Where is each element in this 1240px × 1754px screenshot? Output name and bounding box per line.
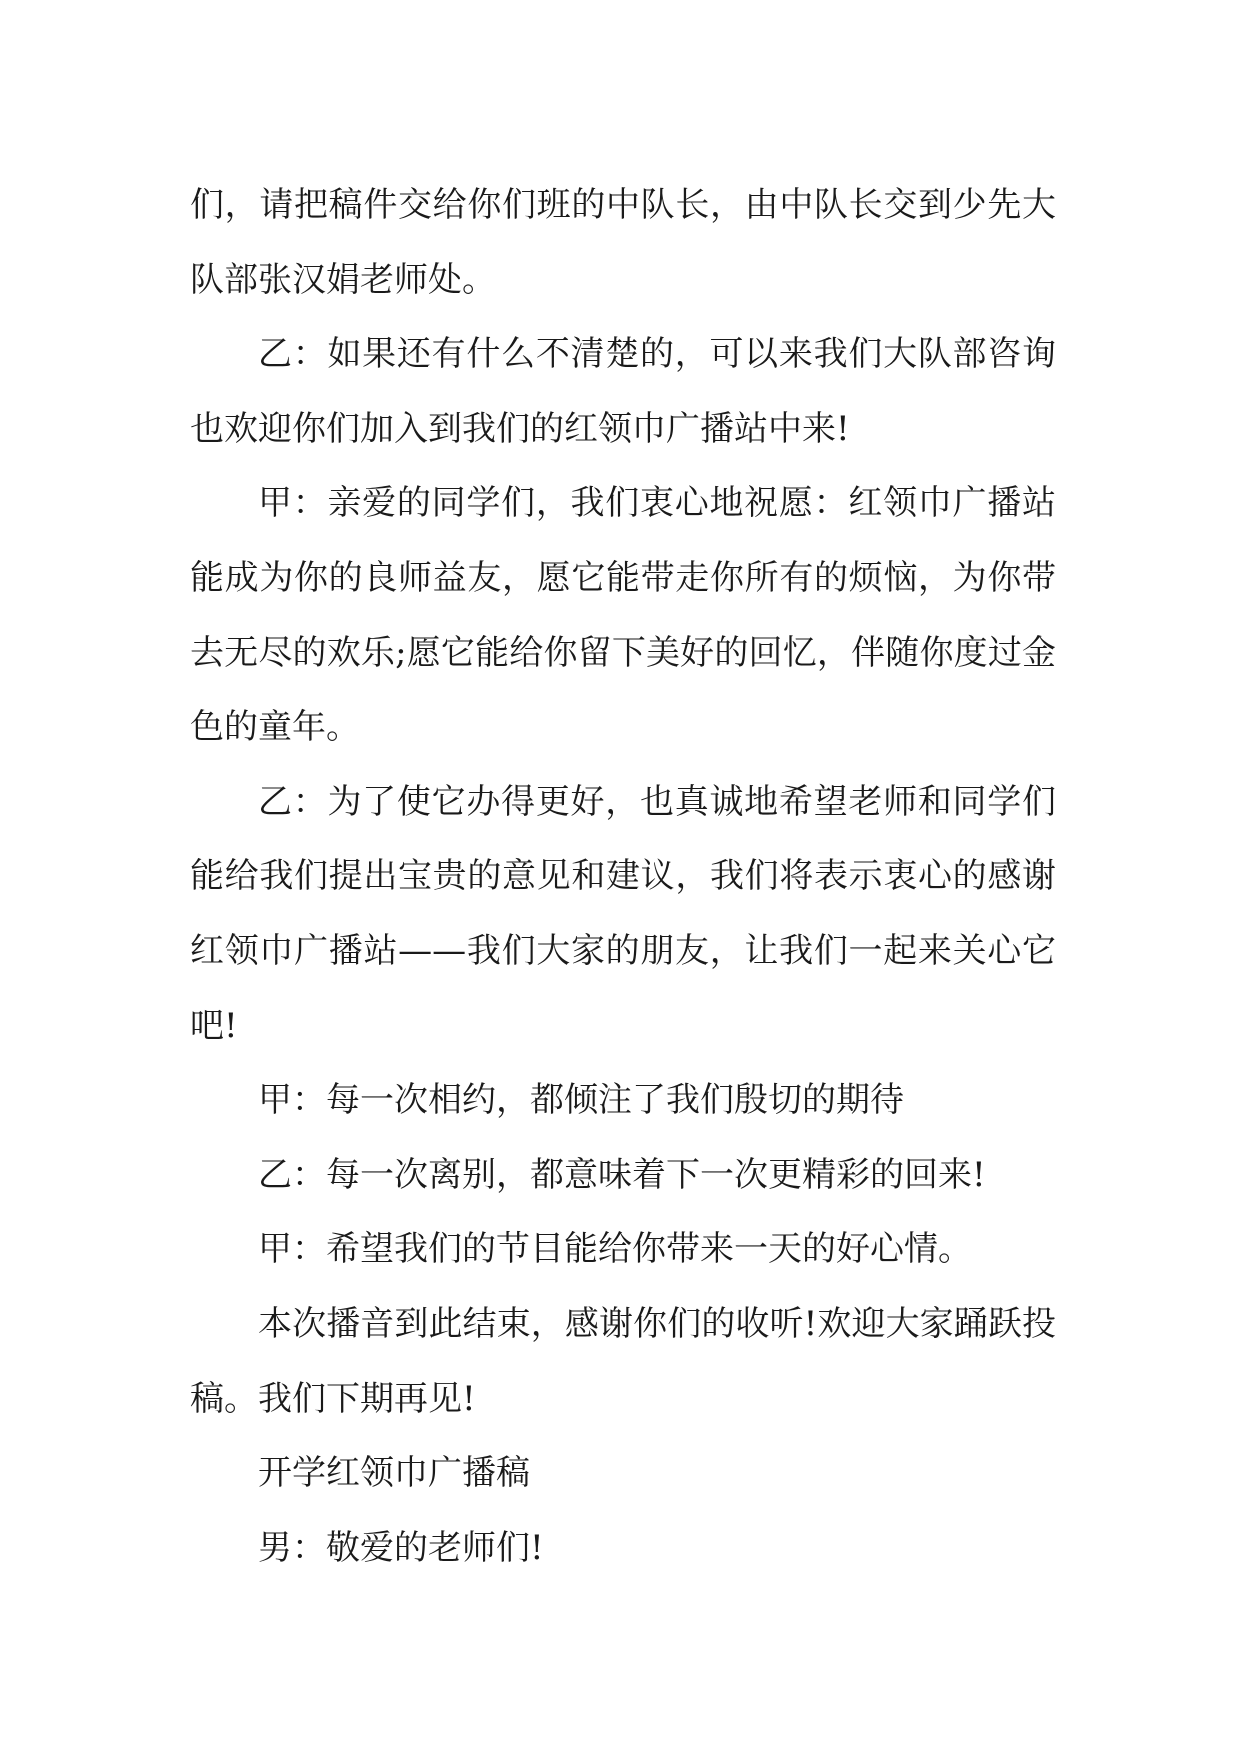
text-line: 甲：亲爱的同学们，我们衷心地祝愿：红领巾广播站 [258,483,1056,524]
text-line: 吧! [190,1005,238,1046]
text-line: 去无尽的欢乐;愿它能给你留下美好的回忆，伴随你度过金 [190,632,1057,673]
text-line: 队部张汉娟老师处。 [190,259,496,300]
text-line: 甲：每一次相约，都倾注了我们殷切的期待 [258,1080,904,1121]
text-line: 本次播音到此结束，感谢你们的收听!欢迎大家踊跃投 [258,1303,1056,1344]
text-line: 能给我们提出宝贵的意见和建议，我们将表示衷心的感谢 [190,856,1056,897]
text-line: 色的童年。 [190,707,360,748]
text-line: 乙：每一次离别，都意味着下一次更精彩的回来! [258,1154,986,1195]
text-line: 男：敬爱的老师们! [258,1527,544,1568]
text-line: 也欢迎你们加入到我们的红领巾广播站中来! [190,408,850,449]
text-line: 们，请把稿件交给你们班的中队长，由中队长交到少先大 [190,185,1056,225]
text-line: 开学红领巾广播稿 [258,1453,530,1494]
document-body [190,168,1056,1585]
text-line: 稿。我们下期再见! [190,1378,476,1419]
text-line: 乙：为了使它办得更好，也真诚地希望老师和同学们 [258,781,1056,822]
text-line: 甲：希望我们的节目能给你带来一天的好心情。 [258,1229,972,1270]
text-line: 红领巾广播站——我们大家的朋友，让我们一起来关心它 [190,930,1056,971]
text-line: 乙：如果还有什么不清楚的，可以来我们大队部咨询 [258,334,1056,375]
text-line: 能成为你的良师益友，愿它能带走你所有的烦恼，为你带 [190,557,1056,598]
